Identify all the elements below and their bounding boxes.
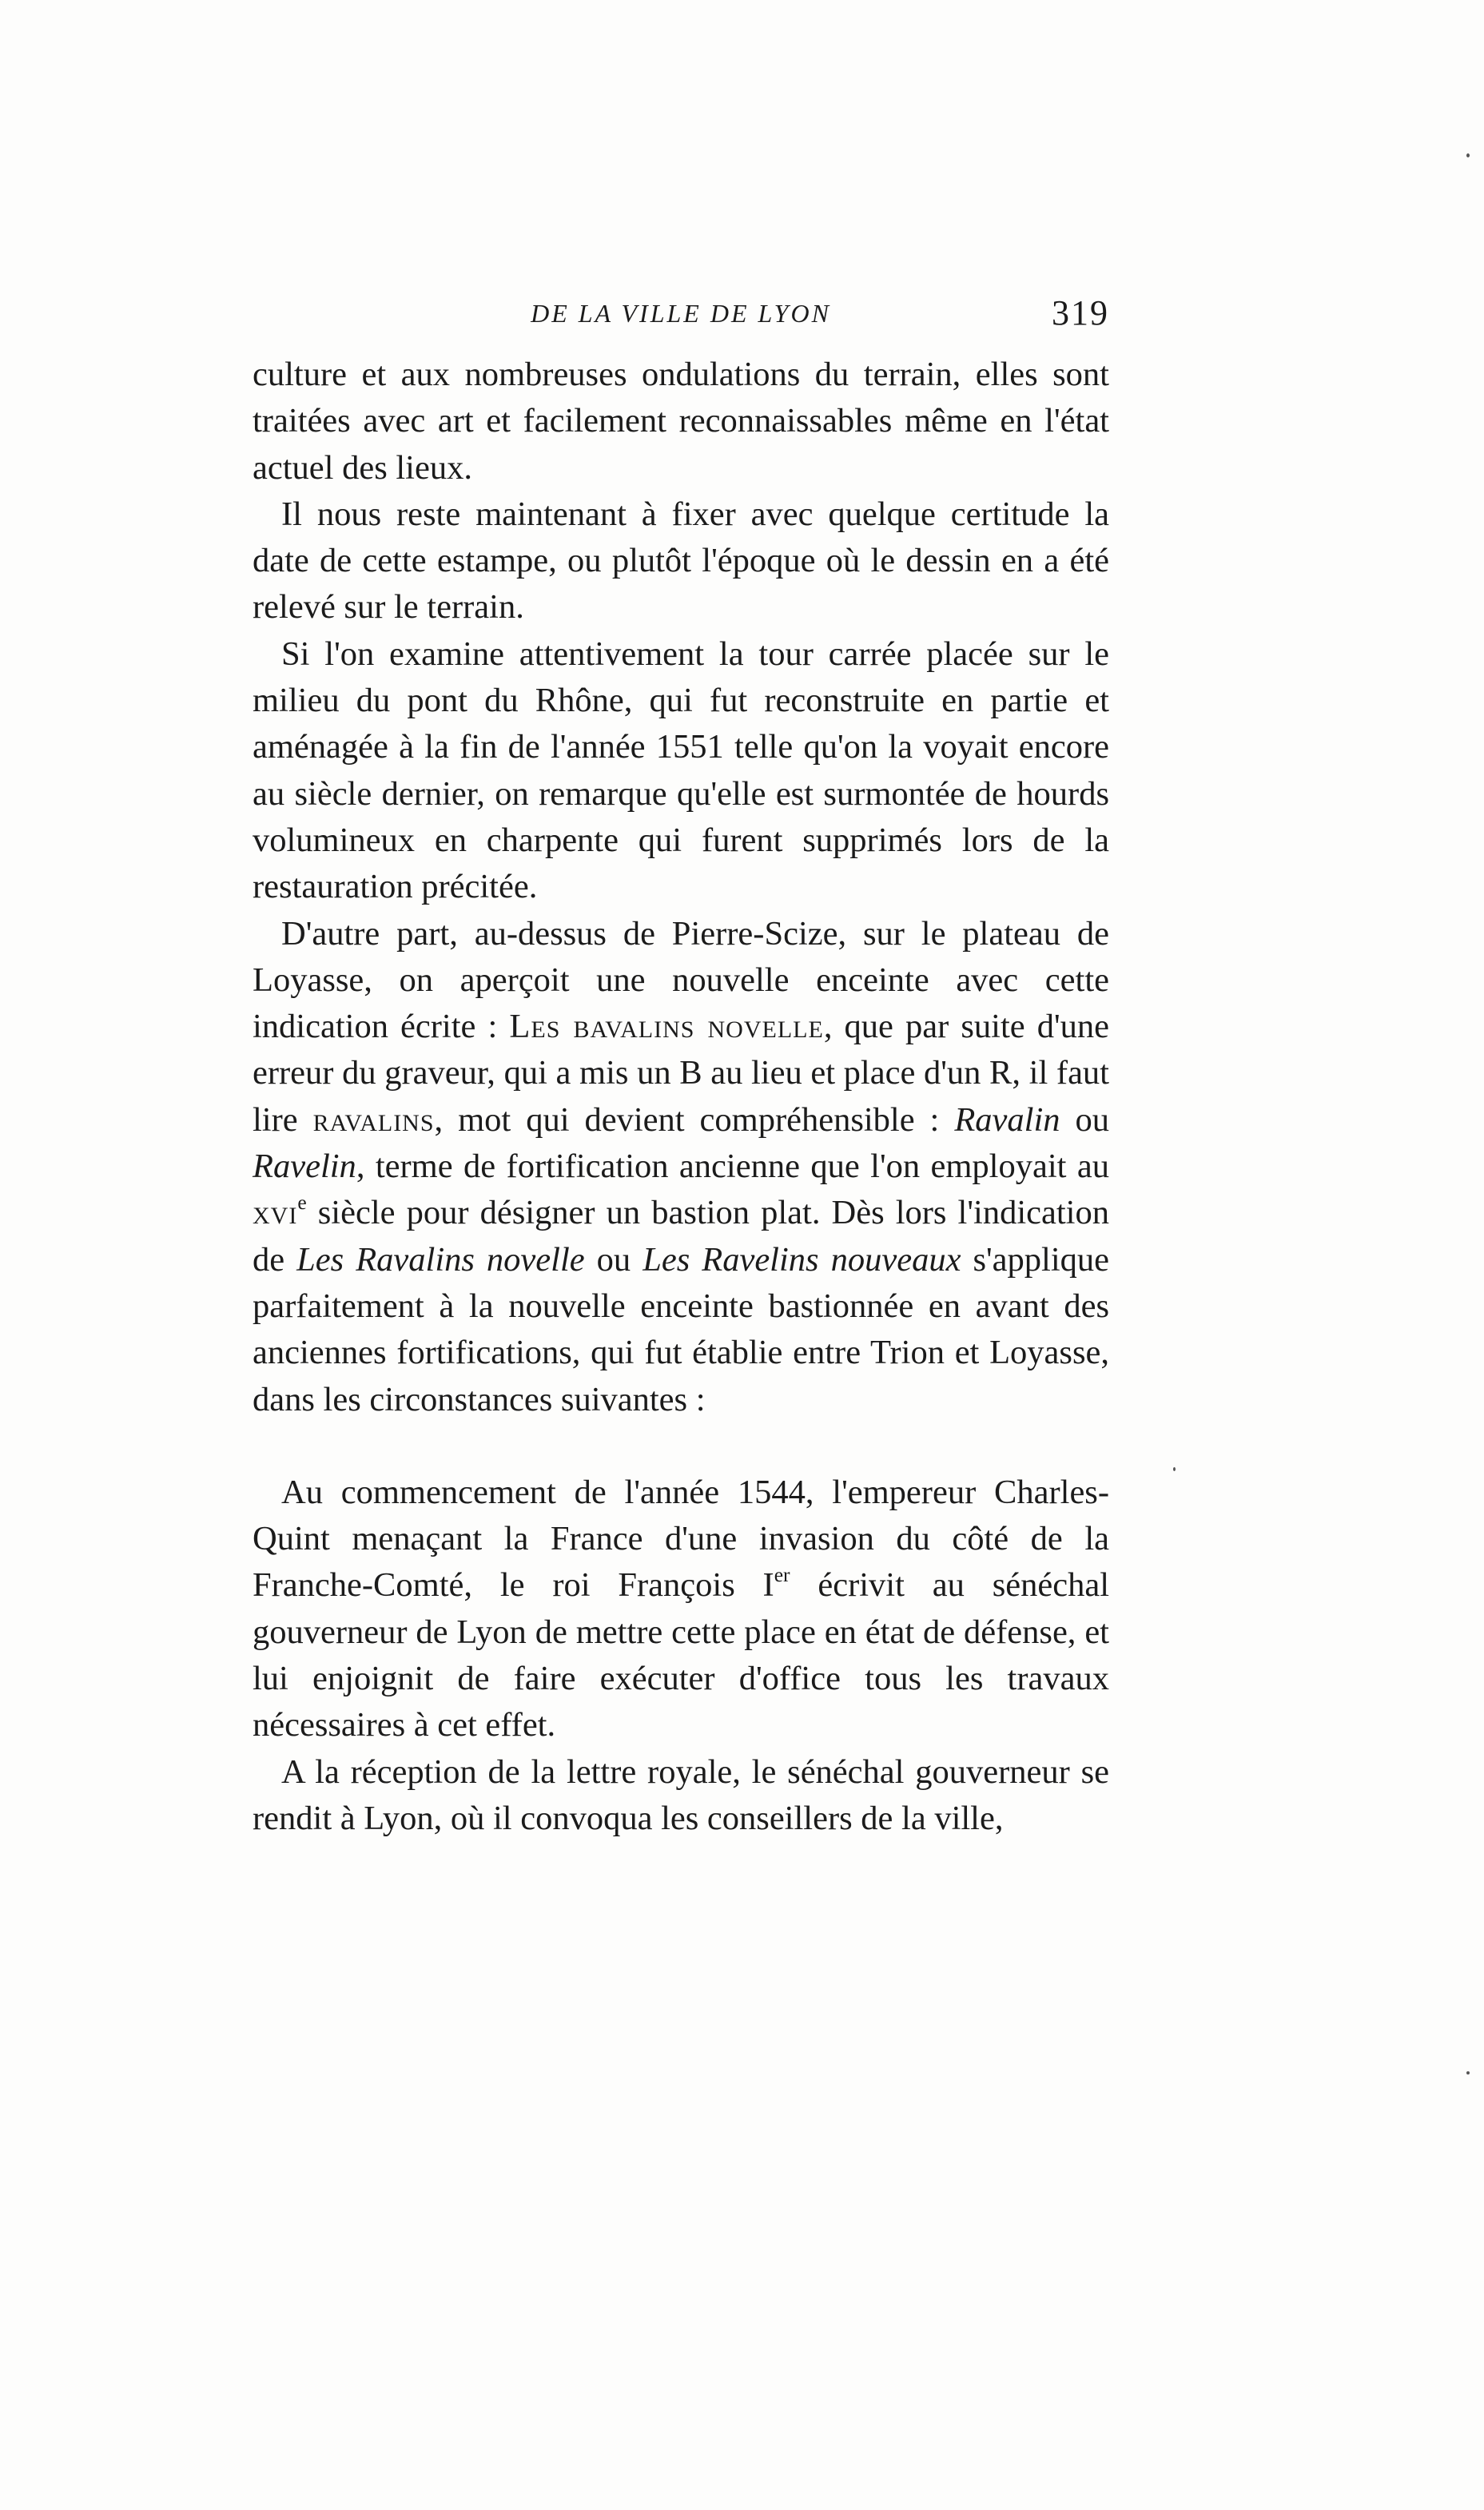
text-run: ou <box>1060 1100 1109 1139</box>
text-run: siècle pour désigner un bastion plat. Dès lors l'indication de <box>253 1194 1109 1279</box>
superscript: er <box>774 1563 790 1587</box>
italic-term: Les Ravalins novelle <box>296 1240 585 1279</box>
italic-term: Ravalin <box>954 1100 1060 1139</box>
running-head <box>253 289 1109 337</box>
paragraph-3: Si l'on examine attentivement la tour carrée placée sur le milieu du pont du Rhône, qui fut reconstruite en partie et aménagée à la fin de l'année 1551 telle qu'on la voyait encore au siècle dernier, on remarque qu'elle est surmontée de hourds volumineux en charpente qui furent supprimés lors de la restauration précitée. <box>253 634 1109 906</box>
paper-speck <box>1173 1467 1176 1471</box>
text-run: D'autre part, au-dessus de Pierre-Scize, sur le plateau de Loyasse, on aperçoit une nouvelle enceinte avec cette indication écrite : <box>253 914 1109 1046</box>
running-title: DE LA VILLE DE LYON <box>531 299 831 328</box>
small-caps-inscription: Les bavalins novelle <box>509 1008 824 1046</box>
century-numeral: xvi <box>253 1194 298 1232</box>
text-run: , mot qui devient compréhensible : <box>434 1100 955 1139</box>
text-run: , que par suite d'une erreur du graveur, qui a mis un B au lieu et place d'un R, il faut lire <box>253 1008 1110 1139</box>
text-run: , terme de fortification ancienne que l'on employait au <box>356 1148 1109 1186</box>
paper-speck <box>1466 2071 1470 2074</box>
paragraph-6: A la réception de la lettre royale, le sénéchal gouverneur se rendit à Lyon, où il convoqua les conseillers de la ville, <box>253 1752 1109 1837</box>
paragraph-4 <box>253 911 1109 1423</box>
superscript: e <box>297 1191 307 1215</box>
paragraph-1: culture et aux nombreuses ondulations du terrain, elles sont traitées avec art et facilement reconnaissables même en l'état actuel des lieux. <box>253 356 1109 487</box>
paragraph-5 <box>253 1470 1109 1749</box>
small-caps-word: ravalins <box>312 1100 435 1139</box>
text-run: s'applique parfaitement à la nouvelle enceinte bastionnée en avant des anciennes fortifications, qui fut établie entre Trion et Loyasse, dans les circonstances suivantes : <box>253 1240 1109 1418</box>
text-run: Au commencement de l'année 1544, l'empereur Charles-Quint menaçant la France d'une invasion du côté de la Franche-Comté, le roi François I <box>253 1473 1109 1605</box>
page-number: 319 <box>1052 293 1109 332</box>
italic-term: Les Ravelins nouveaux <box>643 1240 961 1279</box>
paper-speck <box>1466 153 1470 157</box>
italic-term: Ravelin <box>253 1148 356 1186</box>
body-text <box>253 352 1109 1842</box>
text-run: écrivit au sénéchal gouverneur de Lyon de mettre cette place en état de défense, et lui enjoignit de faire exécuter d'office tous les travaux nécessaires à cet effet. <box>253 1566 1109 1744</box>
paragraph-2: Il nous reste maintenant à fixer avec quelque certitude la date de cette estampe, ou plutôt l'époque où le dessin en a été relevé sur le terrain. <box>253 495 1109 627</box>
text-run: ou <box>584 1240 643 1279</box>
